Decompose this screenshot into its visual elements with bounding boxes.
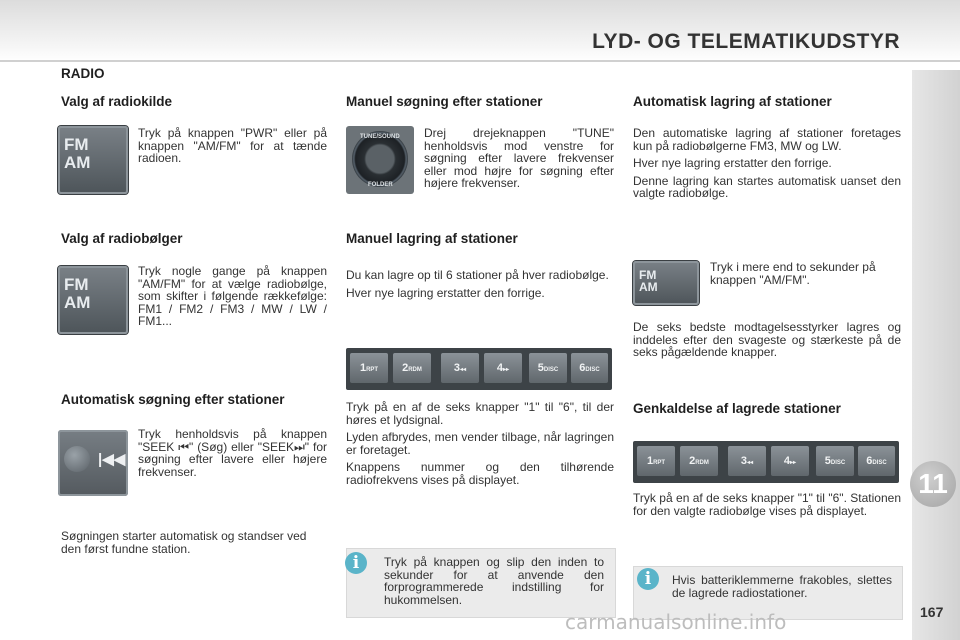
preset-key-6: 6DISC	[571, 353, 608, 383]
preset-key-2: 2RDM	[393, 353, 431, 383]
text-info-preset: Tryk på knappen og slip den inden to sekunder for at anvende den forprogrammerede indstilling for hukommelsen.	[384, 555, 604, 607]
preset-key-1: 1RPT	[350, 353, 388, 383]
seek-knob-icon	[64, 446, 90, 472]
section-title: RADIO	[61, 66, 105, 81]
text-radio-source: Tryk på knappen "PWR" eller på knappen "AM/FM" for at tænde radioen.	[138, 126, 327, 165]
text-manual-search: Drej drejeknappen "TUNE" henholdsvis mod venstre for søgning efter lavere frekvenser eller mod højre for søgning efter højere frekvenser.	[424, 126, 614, 190]
heading-radio-band: Valg af radiobølger	[61, 231, 183, 246]
seek-back-icon: |◀◀	[98, 451, 126, 468]
manual-store-step-3: Knappens nummer og den tilhørende radiofrekvens vises på displayet.	[346, 460, 614, 487]
preset-key-3b: 3◂◂	[728, 446, 766, 476]
watermark-text: carmanualsonline.info	[565, 610, 787, 634]
knob-bottom-label: FOLDER	[368, 182, 393, 188]
text-manual-store-steps	[346, 401, 614, 491]
manual-store-step-1: Tryk på en af de seks knapper "1" til "6", til der høres et lydsignal.	[346, 400, 614, 427]
fm-am-label-2: FM AM	[64, 275, 91, 312]
page-number: 167	[920, 604, 944, 620]
fm-am-button-image-2	[58, 266, 128, 334]
text-auto-store-result: De seks bedste modtagelsesstyrker lagres og inddeles efter den svageste og stærkeste på de seks pågældende knapper.	[633, 320, 901, 359]
preset-key-6b: 6DISC	[858, 446, 895, 476]
text-manual-store	[346, 269, 614, 304]
preset-key-4: 4▸▸	[484, 353, 522, 383]
header-divider	[0, 60, 960, 62]
manual-store-para-1: Du kan lagre op til 6 stationer på hver radiobølge.	[346, 268, 609, 282]
preset-buttons-image	[346, 348, 612, 390]
manual-store-step-2: Lyden afbrydes, men vender tilbage, når lagringen er foretaget.	[346, 430, 614, 457]
auto-store-para-1: Den automatiske lagring af stationer foretages kun på radiobølgerne FM3, MW og LW.	[633, 126, 901, 153]
preset-key-3: 3◂◂	[441, 353, 479, 383]
heading-manual-search: Manuel søgning efter stationer	[346, 94, 543, 109]
fm-am-button-image-3	[633, 261, 699, 305]
preset-key-4b: 4▸▸	[771, 446, 809, 476]
text-auto-search: Tryk henholdsvis på knappen "SEEK ⏮" (Søg) eller "SEEK⏭" for søgning efter lavere eller højere frekvenser.	[138, 427, 327, 479]
heading-radio-source: Valg af radiokilde	[61, 94, 173, 109]
page-title: LYD- OG TELEMATIKUDSTYR	[592, 30, 900, 53]
info-icon: i	[345, 552, 367, 574]
text-auto-store-hold: Tryk i mere end to sekunder på knappen "AM/FM".	[710, 260, 876, 287]
heading-manual-store: Manuel lagring af stationer	[346, 231, 518, 246]
preset-buttons-image-2	[633, 441, 899, 483]
auto-store-para-2: Hver nye lagring erstatter den forrige.	[633, 156, 832, 170]
preset-key-2b: 2RDM	[680, 446, 718, 476]
text-auto-store	[633, 127, 901, 205]
seek-button-image	[58, 430, 128, 496]
preset-key-5b: 5DISC	[816, 446, 854, 476]
heading-auto-search: Automatisk søgning efter stationer	[61, 392, 285, 407]
text-recall: Tryk på en af de seks knapper "1" til "6". Stationen for den valgte radiobølge vises på displayet.	[633, 491, 901, 518]
chapter-badge: 11	[910, 461, 956, 507]
auto-store-para-3: Denne lagring kan startes automatisk uanset den valgte radiobølge.	[633, 173, 901, 200]
manual-store-para-2: Hver nye lagring erstatter den forrige.	[346, 285, 545, 300]
chapter-sidebar	[912, 70, 960, 640]
text-auto-search-note: Søgningen starter automatisk og standser ved den først fundne station.	[61, 529, 307, 556]
preset-key-1b: 1RPT	[637, 446, 675, 476]
knob-top-label: TUNE/SOUND	[360, 134, 400, 140]
heading-auto-store: Automatisk lagring af stationer	[633, 94, 832, 109]
info-icon-2: i	[637, 568, 659, 590]
fm-am-button-image	[58, 126, 128, 194]
preset-key-5: 5DISC	[529, 353, 567, 383]
fm-am-label-3: FM AM	[639, 268, 658, 294]
text-info-battery: Hvis batteriklemmerne frakobles, slettes de lagrede radiostationer.	[672, 573, 892, 600]
tune-knob-image	[346, 126, 414, 194]
text-radio-band: Tryk nogle gange på knappen "AM/FM" for at vælge radiobølge, som skifter i følgende rækkefølge: FM1 / FM2 / FM3 / MW / LW / FM1...	[138, 264, 327, 328]
heading-recall: Genkaldelse af lagrede stationer	[633, 401, 841, 416]
fm-am-label: FM AM	[64, 135, 91, 172]
